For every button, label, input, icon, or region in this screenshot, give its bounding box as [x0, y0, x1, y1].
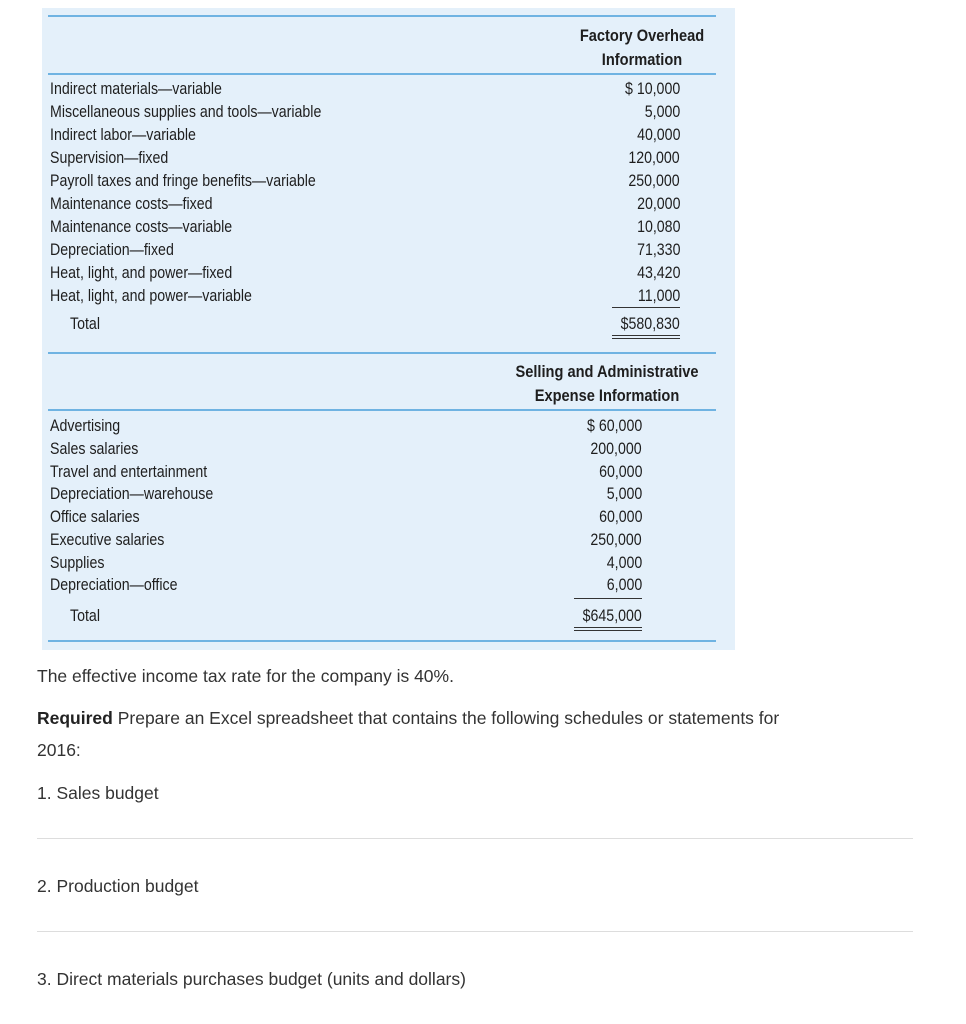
factory-row-label: Indirect materials—variable: [50, 80, 222, 98]
factory-row-label: Heat, light, and power—variable: [50, 287, 252, 305]
selling-row-value: $ 60,000: [586, 417, 642, 435]
required-paragraph: [37, 708, 779, 729]
factory-total-label: Total: [70, 315, 100, 333]
top-rule: [48, 15, 716, 17]
divider: [37, 931, 913, 932]
selling-bottom-rule: [48, 640, 716, 642]
factory-header-line2: Information: [601, 50, 683, 69]
factory-row-label: Payroll taxes and fringe benefits—variable: [50, 172, 316, 190]
factory-row-value: 20,000: [636, 195, 680, 213]
factory-row-label: Heat, light, and power—fixed: [50, 264, 233, 282]
selling-row-label: Depreciation—warehouse: [50, 485, 214, 503]
factory-total-double-line: [612, 335, 680, 339]
selling-row-label: Executive salaries: [50, 531, 165, 549]
item-production-budget: 2. Production budget: [37, 876, 199, 896]
selling-total-label: Total: [70, 607, 100, 625]
selling-total-double-line: [574, 627, 642, 631]
selling-row-label: Travel and entertainment: [50, 463, 208, 481]
factory-row-label: Depreciation—fixed: [50, 241, 174, 259]
factory-row-value: 71,330: [636, 241, 680, 259]
selling-row-value: 5,000: [606, 485, 642, 503]
selling-total-value: $645,000: [582, 607, 642, 625]
factory-header-line1: Factory Overhead: [579, 26, 705, 45]
factory-header-rule: [48, 73, 716, 75]
item-sales-budget: 1. Sales budget: [37, 783, 159, 803]
factory-row-label: Maintenance costs—fixed: [50, 195, 213, 213]
factory-row-value: 40,000: [636, 126, 680, 144]
factory-row-label: Maintenance costs—variable: [50, 218, 233, 236]
selling-row-label: Depreciation—office: [50, 576, 178, 594]
factory-row-value: 250,000: [628, 172, 680, 190]
selling-row-value: 4,000: [606, 554, 642, 572]
tax-rate-text: The effective income tax rate for the company is 40%.: [37, 666, 454, 686]
divider: [37, 838, 913, 839]
factory-row-label: Miscellaneous supplies and tools—variable: [50, 103, 322, 121]
factory-sum-line: [612, 307, 680, 308]
factory-row-value: 43,420: [636, 264, 680, 282]
selling-header-rule: [48, 409, 716, 411]
factory-row-value: 11,000: [637, 287, 680, 305]
factory-row-value: 120,000: [628, 149, 680, 167]
selling-row-value: 60,000: [598, 463, 642, 481]
factory-total-value: $580,830: [620, 315, 680, 333]
factory-row-label: Indirect labor—variable: [50, 126, 196, 144]
required-text: Prepare an Excel spreadsheet that contains the following schedules or statements for: [112, 708, 780, 728]
selling-row-value: 200,000: [590, 440, 642, 458]
required-label: Required: [37, 708, 113, 728]
selling-header-line2: Expense Information: [534, 386, 680, 405]
selling-row-label: Sales salaries: [50, 440, 139, 458]
required-year: 2016:: [37, 740, 81, 760]
selling-row-label: Office salaries: [50, 508, 140, 526]
factory-row-value: 5,000: [644, 103, 680, 121]
selling-header-line1: Selling and Administrative: [515, 362, 699, 381]
factory-row-label: Supervision—fixed: [50, 149, 169, 167]
factory-row-value: 10,080: [636, 218, 680, 236]
factory-row-value: $ 10,000: [624, 80, 680, 98]
selling-row-label: Supplies: [50, 554, 105, 572]
selling-row-label: Advertising: [50, 417, 121, 435]
selling-row-value: 6,000: [606, 576, 642, 594]
selling-sum-line: [574, 598, 642, 599]
selling-row-value: 250,000: [590, 531, 642, 549]
factory-bottom-rule: [48, 352, 716, 354]
item-direct-materials-budget: 3. Direct materials purchases budget (units and dollars): [37, 969, 466, 989]
selling-row-value: 60,000: [598, 508, 642, 526]
